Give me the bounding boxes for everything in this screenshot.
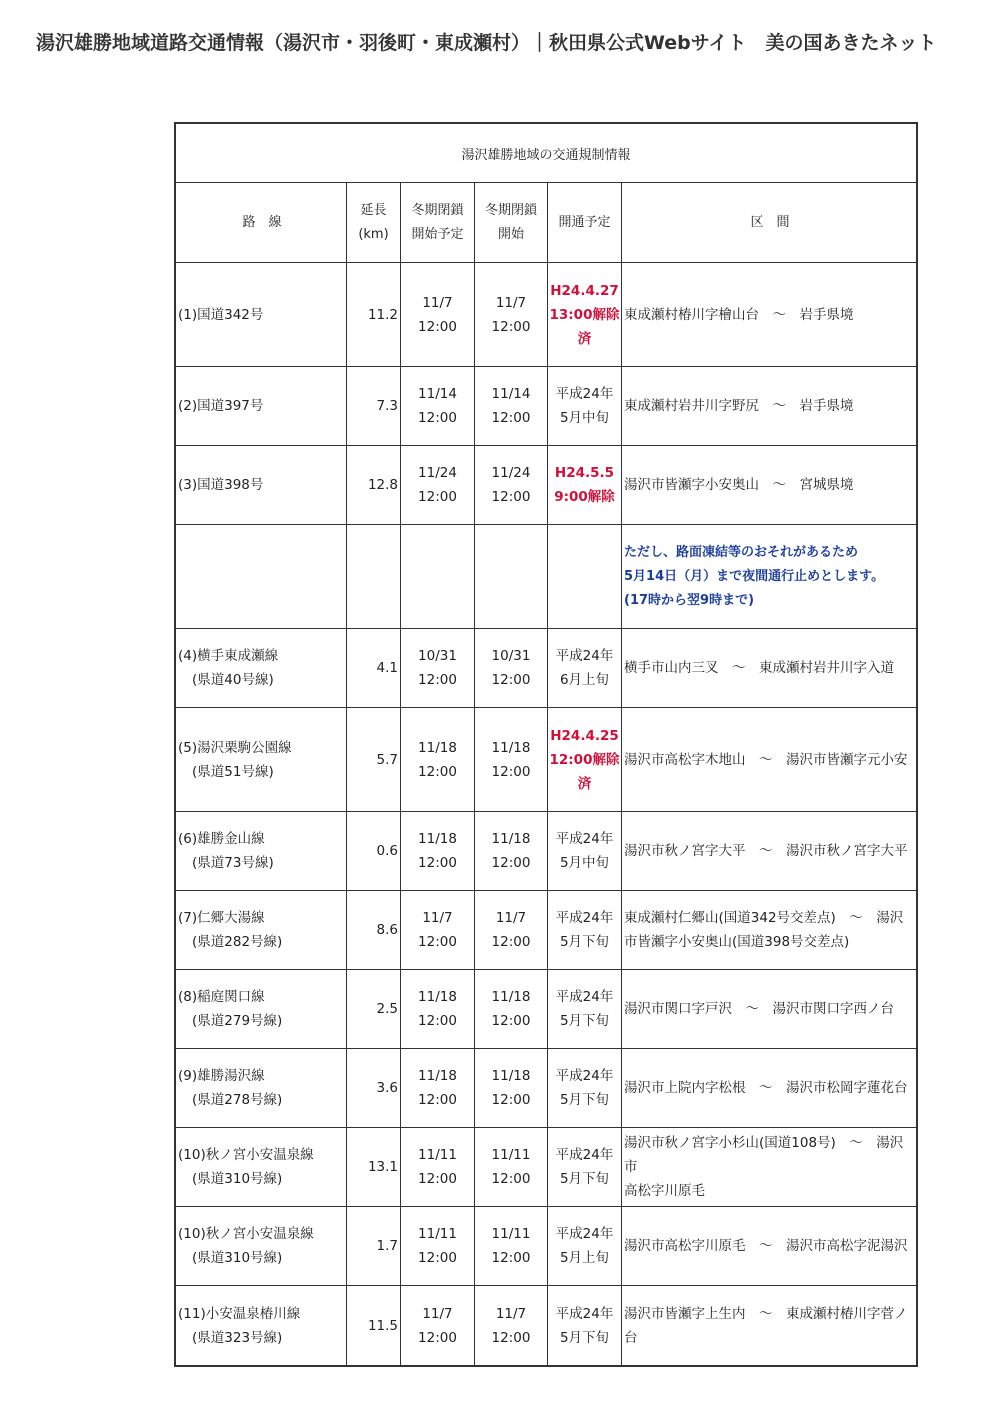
- close-start-line: 12:00: [491, 410, 531, 426]
- close-start-line: 11/7: [495, 910, 527, 926]
- close-start-line: 11/18: [491, 1068, 531, 1084]
- close-plan-line: 12:00: [418, 1250, 457, 1266]
- open-plan-line: 平成24年: [555, 831, 614, 847]
- close-start-line: 12:00: [491, 1171, 531, 1187]
- close-start-cell: [475, 446, 548, 524]
- open-plan-line: 5月中旬: [559, 410, 610, 426]
- close-plan-cell: [401, 970, 475, 1048]
- close-plan-line: 12:00: [418, 1092, 457, 1108]
- route-line: (10)秋ノ宮小安温泉線: [178, 1226, 314, 1242]
- close-plan-line: 12:00: [418, 934, 457, 950]
- length-cell: 7.3: [347, 367, 401, 445]
- note-line: ただし、路面凍結等のおそれがあるため: [624, 544, 859, 560]
- close-plan-line: 12:00: [418, 1013, 457, 1029]
- route-cell: [176, 367, 347, 445]
- length-cell: 5.7: [347, 708, 401, 811]
- open-plan-cell: [548, 891, 622, 969]
- open-plan-line: 9:00解除: [554, 489, 615, 505]
- open-plan-line: 5月下旬: [559, 1329, 610, 1346]
- header-close-start: [475, 183, 548, 262]
- route-cell: [176, 1128, 347, 1206]
- close-start-line: 12:00: [491, 1092, 531, 1108]
- open-plan-line: 平成24年: [555, 989, 614, 1005]
- table-row: [176, 891, 916, 970]
- section-cell: [622, 708, 916, 811]
- route-cell: [176, 812, 347, 890]
- table-row: [176, 1049, 916, 1128]
- route-line: (4)横手東成瀬線: [178, 648, 279, 664]
- table-row: [176, 263, 916, 367]
- section-line: 湯沢市秋ノ宮字小杉山(国道108号) ～ 湯沢市: [624, 1135, 904, 1175]
- close-start-line: 11/18: [491, 831, 531, 847]
- close-start-line: 12:00: [491, 1013, 531, 1029]
- close-start-line: 11/11: [491, 1226, 531, 1242]
- route-line: (県道51号線): [192, 763, 274, 780]
- open-plan-line: 12:00解除: [549, 751, 620, 768]
- close-plan-line: 11/7: [422, 294, 453, 311]
- close-plan-line: 12:00: [418, 855, 457, 871]
- header-open-plan: 開通予定: [548, 183, 622, 262]
- close-plan-cell: [401, 1286, 475, 1365]
- close-start-line: 10/31: [491, 648, 531, 664]
- route-line: (県道279号線): [192, 1013, 283, 1029]
- section-line: 東成瀬村岩井川字野尻 ～ 岩手県境: [624, 398, 854, 414]
- section-line: 東成瀬村椿川字檜山台 ～ 岩手県境: [624, 306, 854, 323]
- close-start-line: 12:00: [491, 1329, 531, 1346]
- open-plan-line: 済: [577, 330, 592, 347]
- route-line: (5)湯沢栗駒公園線: [178, 739, 292, 756]
- section-cell: [622, 1207, 916, 1285]
- section-cell: [622, 812, 916, 890]
- length-cell: 0.6: [347, 812, 401, 890]
- route-cell: [176, 1207, 347, 1285]
- table-row: [176, 446, 916, 525]
- empty-cell: [347, 525, 401, 628]
- empty-cell: [176, 525, 347, 628]
- header-close-plan-line1: 冬期閉鎖: [411, 202, 464, 218]
- close-start-line: 12:00: [491, 763, 531, 780]
- section-cell: [622, 1049, 916, 1127]
- close-plan-line: 11/7: [422, 1305, 453, 1322]
- length-cell: 11.2: [347, 263, 401, 366]
- route-line: (8)稲庭関口線: [178, 989, 265, 1005]
- route-line: (県道310号線): [192, 1171, 283, 1187]
- header-route: 路 線: [176, 183, 347, 262]
- close-plan-line: 12:00: [418, 410, 457, 426]
- close-plan-line: 11/24: [418, 465, 457, 481]
- header-close-start-line1: 冬期閉鎖: [484, 202, 537, 218]
- route-line: (県道323号線): [192, 1329, 283, 1346]
- table-row: [176, 629, 916, 708]
- header-close-start-line2: 開始: [497, 226, 524, 242]
- header-length-line2: (km): [358, 226, 389, 242]
- table-row: [176, 1286, 916, 1365]
- table-row: [176, 1128, 916, 1207]
- close-start-line: 11/7: [495, 1305, 527, 1322]
- close-plan-line: 10/31: [418, 648, 457, 664]
- open-plan-line: 平成24年: [555, 1226, 614, 1242]
- length-cell: 4.1: [347, 629, 401, 707]
- close-plan-line: 12:00: [418, 1329, 457, 1346]
- open-plan-line: 5月上旬: [559, 1250, 610, 1266]
- close-start-cell: [475, 970, 548, 1048]
- length-cell: 11.5: [347, 1286, 401, 1365]
- section-line: 高松字川原毛: [624, 1183, 705, 1199]
- close-start-line: 11/24: [491, 465, 531, 481]
- close-start-line: 12:00: [491, 855, 531, 871]
- open-plan-line: 平成24年: [555, 648, 614, 664]
- table-row: [176, 367, 916, 446]
- close-plan-cell: [401, 812, 475, 890]
- close-plan-cell: [401, 629, 475, 707]
- section-cell: [622, 1128, 916, 1206]
- close-plan-line: 11/11: [418, 1226, 457, 1242]
- route-line: (10)秋ノ宮小安温泉線: [178, 1147, 314, 1163]
- route-cell: [176, 708, 347, 811]
- open-plan-line: 5月下旬: [559, 1171, 610, 1187]
- close-plan-cell: [401, 1128, 475, 1206]
- length-cell: 3.6: [347, 1049, 401, 1127]
- open-plan-line: H24.5.5: [554, 465, 615, 481]
- close-start-cell: [475, 1207, 548, 1285]
- note-row: [176, 525, 916, 629]
- route-line: (県道310号線): [192, 1250, 283, 1266]
- close-start-line: 11/7: [495, 294, 527, 311]
- section-line: 市皆瀬字小安奥山(国道398号交差点): [624, 934, 850, 950]
- section-line: 湯沢市秋ノ宮字大平 ～ 湯沢市秋ノ宮字大平: [624, 843, 908, 859]
- header-length: [347, 183, 401, 262]
- route-line: (県道73号線): [192, 855, 274, 871]
- close-start-line: 12:00: [491, 934, 531, 950]
- close-plan-line: 11/18: [418, 1068, 457, 1084]
- route-line: (2)国道397号: [178, 398, 264, 414]
- section-cell: [622, 629, 916, 707]
- open-plan-line: 6月上旬: [559, 672, 610, 688]
- note-line: (17時から翌9時まで): [624, 592, 755, 608]
- close-start-cell: [475, 708, 548, 811]
- close-start-line: 11/18: [491, 989, 531, 1005]
- route-line: (11)小安温泉椿川線: [178, 1305, 301, 1322]
- open-plan-line: 平成24年: [555, 1305, 614, 1322]
- close-start-line: 11/14: [491, 386, 531, 402]
- close-plan-line: 12:00: [418, 318, 457, 335]
- close-start-cell: [475, 1286, 548, 1365]
- open-plan-cell: [548, 1286, 622, 1365]
- open-plan-line: H24.4.27: [550, 282, 619, 299]
- route-cell: [176, 629, 347, 707]
- empty-cell: [548, 525, 622, 628]
- route-line: (7)仁郷大湯線: [178, 910, 265, 926]
- section-cell: [622, 446, 916, 524]
- open-plan-line: 済: [577, 775, 592, 792]
- table-row: [176, 970, 916, 1049]
- open-plan-line: 13:00解除: [549, 306, 620, 323]
- table-header-row: [176, 183, 916, 263]
- length-cell: 2.5: [347, 970, 401, 1048]
- close-plan-cell: [401, 367, 475, 445]
- close-plan-line: 11/18: [418, 989, 457, 1005]
- length-cell: 12.8: [347, 446, 401, 524]
- page-title: 湯沢雄勝地域道路交通情報（湯沢市・羽後町・東成瀬村）｜秋田県公式Webサイト 美の国あきたネット: [36, 32, 937, 54]
- traffic-regulation-table: [174, 122, 918, 1367]
- close-start-line: 11/18: [491, 739, 531, 756]
- route-line: (県道282号線): [192, 934, 283, 950]
- route-line: (県道40号線): [192, 672, 274, 688]
- open-plan-cell: [548, 1128, 622, 1206]
- open-plan-line: 平成24年: [555, 386, 614, 402]
- table-title: 湯沢雄勝地域の交通規制情報: [176, 124, 916, 183]
- section-line: 湯沢市高松字木地山 ～ 湯沢市皆瀬字元小安: [624, 751, 908, 768]
- section-line: 湯沢市上院内字松根 ～ 湯沢市松岡字蓮花台: [624, 1080, 908, 1096]
- open-plan-line: 5月下旬: [559, 1013, 610, 1029]
- close-plan-line: 12:00: [418, 672, 457, 688]
- route-line: (6)雄勝金山線: [178, 831, 265, 847]
- close-start-line: 11/11: [491, 1147, 531, 1163]
- close-start-line: 12:00: [491, 672, 531, 688]
- table-row: [176, 812, 916, 891]
- close-start-line: 12:00: [491, 318, 531, 335]
- length-cell: 8.6: [347, 891, 401, 969]
- close-start-cell: [475, 629, 548, 707]
- close-start-cell: [475, 891, 548, 969]
- note-line: 5月14日（月）まで夜間通行止めとします。: [624, 568, 885, 584]
- close-plan-cell: [401, 446, 475, 524]
- route-cell: [176, 891, 347, 969]
- empty-cell: [475, 525, 548, 628]
- close-plan-cell: [401, 1049, 475, 1127]
- open-plan-cell: [548, 812, 622, 890]
- close-plan-line: 12:00: [418, 1171, 457, 1187]
- open-plan-cell: [548, 263, 622, 366]
- section-line: 横手市山内三叉 ～ 東成瀬村岩井川字入道: [624, 660, 894, 676]
- close-plan-line: 12:00: [418, 489, 457, 505]
- table-row: [176, 1207, 916, 1286]
- section-line: 台: [624, 1329, 638, 1346]
- close-plan-line: 11/14: [418, 386, 457, 402]
- open-plan-line: 平成24年: [555, 1147, 614, 1163]
- length-cell: 13.1: [347, 1128, 401, 1206]
- route-cell: [176, 1049, 347, 1127]
- close-plan-line: 12:00: [418, 763, 457, 780]
- close-start-cell: [475, 367, 548, 445]
- table-row: [176, 708, 916, 812]
- open-plan-cell: [548, 1207, 622, 1285]
- close-start-line: 12:00: [491, 489, 531, 505]
- section-line: 湯沢市関口字戸沢 ～ 湯沢市関口字西ノ台: [624, 1001, 894, 1017]
- open-plan-line: H24.4.25: [550, 727, 619, 744]
- route-line: (3)国道398号: [178, 477, 264, 493]
- section-line: 湯沢市皆瀬字上生内 ～ 東成瀬村椿川字菅ノ: [624, 1305, 908, 1322]
- route-cell: [176, 446, 347, 524]
- close-plan-cell: [401, 708, 475, 811]
- open-plan-cell: [548, 970, 622, 1048]
- route-cell: [176, 970, 347, 1048]
- close-start-cell: [475, 812, 548, 890]
- section-cell: [622, 367, 916, 445]
- open-plan-cell: [548, 1049, 622, 1127]
- close-plan-cell: [401, 1207, 475, 1285]
- route-line: (1)国道342号: [178, 306, 264, 323]
- header-close-plan: [401, 183, 475, 262]
- header-section: 区 間: [750, 214, 790, 230]
- close-start-cell: [475, 1128, 548, 1206]
- close-plan-line: 11/18: [418, 739, 457, 756]
- route-cell: [176, 263, 347, 366]
- close-start-line: 12:00: [491, 1250, 531, 1266]
- open-plan-cell: [548, 629, 622, 707]
- route-cell: [176, 1286, 347, 1365]
- section-line: 湯沢市高松字川原毛 ～ 湯沢市高松字泥湯沢: [624, 1238, 908, 1254]
- section-cell: [622, 970, 916, 1048]
- route-line: (9)雄勝湯沢線: [178, 1068, 265, 1084]
- section-cell: [622, 263, 916, 366]
- open-plan-line: 平成24年: [555, 910, 614, 926]
- close-plan-line: 11/18: [418, 831, 457, 847]
- section-line: 湯沢市皆瀬字小安奥山 ～ 宮城県境: [624, 477, 854, 493]
- close-plan-line: 11/7: [422, 910, 453, 926]
- close-start-cell: [475, 263, 548, 366]
- open-plan-line: 平成24年: [555, 1068, 614, 1084]
- header-length-line1: 延長: [360, 202, 387, 218]
- open-plan-cell: [548, 708, 622, 811]
- empty-cell: [401, 525, 475, 628]
- open-plan-line: 5月下旬: [559, 934, 610, 950]
- open-plan-cell: [548, 367, 622, 445]
- route-line: (県道278号線): [192, 1092, 283, 1108]
- open-plan-line: 5月下旬: [559, 1092, 610, 1108]
- open-plan-line: 5月中旬: [559, 855, 610, 871]
- close-plan-cell: [401, 891, 475, 969]
- length-cell: 1.7: [347, 1207, 401, 1285]
- section-cell: [622, 891, 916, 969]
- note-cell: [622, 525, 916, 628]
- close-plan-line: 11/11: [418, 1147, 457, 1163]
- section-cell: [622, 1286, 916, 1365]
- header-close-plan-line2: 開始予定: [411, 226, 464, 242]
- section-line: 東成瀬村仁郷山(国道342号交差点) ～ 湯沢: [624, 910, 904, 926]
- open-plan-cell: [548, 446, 622, 524]
- close-plan-cell: [401, 263, 475, 366]
- close-start-cell: [475, 1049, 548, 1127]
